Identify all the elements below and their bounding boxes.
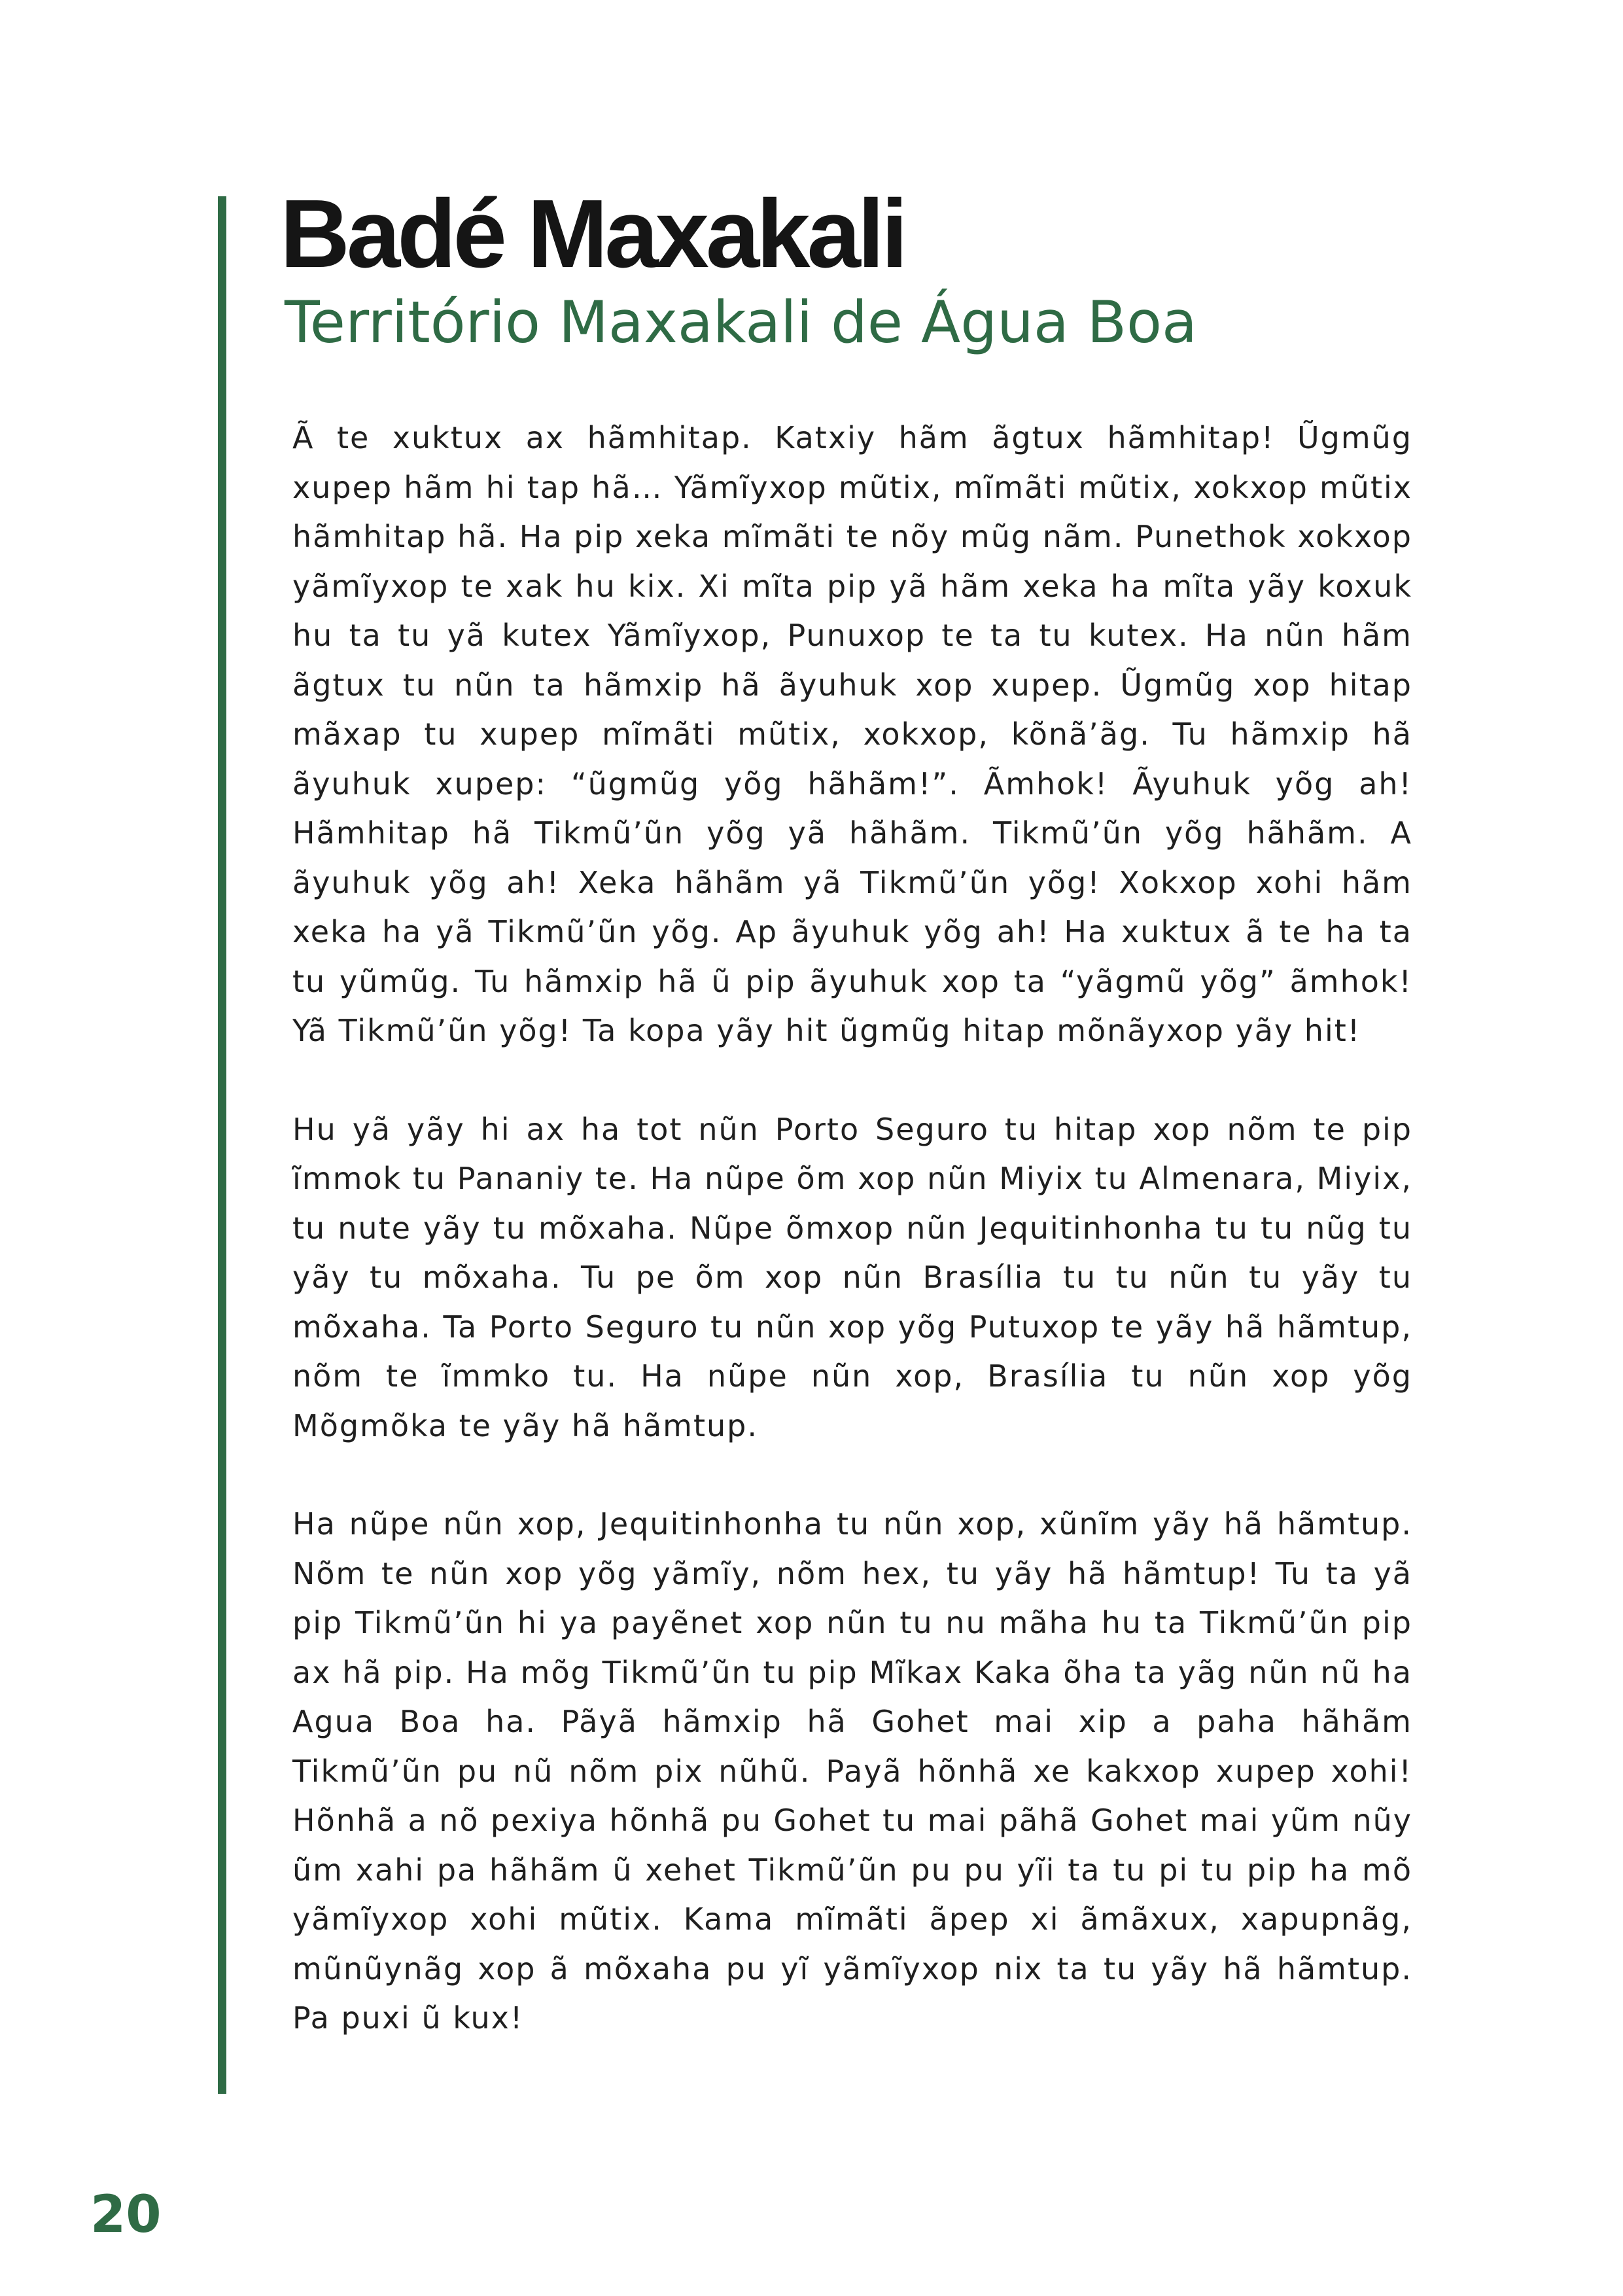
- paragraph-2: Hu yã yãy hi ax ha tot nũn Porto Seguro tu hitap xop nõm te pip ĩmmok tu Pananiy te. Ha nũpe õm xop nũn Miyix tu Almenara, Miyix, tu nute yãy tu mõxaha. Nũpe õmxop nũn Jequitinhonha tu tu nũg tu yãy tu mõxaha. Tu pe õm xop nũn Brasília tu tu nũn tu yãy tu mõxaha. Ta Porto Seguro tu nũn xop yõg Putuxop te yãy hã hãmtup, nõm te ĩmmko tu. Ha nũpe nũn xop, Brasília tu nũn xop yõg Mõgmõka te yãy hã hãmtup.: [292, 1111, 1412, 1443]
- page-number: 20: [90, 2185, 162, 2244]
- body-text: [292, 414, 1412, 2093]
- page-title: Badé Maxakali: [280, 180, 905, 288]
- paragraph-3: Ha nũpe nũn xop, Jequitinhonha tu nũn xop, xũnĩm yãy hã hãmtup. Nõm te nũn xop yõg yãmĩy, nõm hex, tu yãy hã hãmtup! Tu ta yã pip Tikmũ’ũn hi ya payẽnet xop nũn tu nu mãha hu ta Tikmũ’ũn pip ax hã pip. Ha mõg Tikmũ’ũn tu pip Mĩkax Kaka õha ta yãg nũn nũ ha Agua Boa ha. Pãyã hãmxip hã Gohet mai xip a paha hãhãm Tikmũ’ũn pu nũ nõm pix nũhũ. Payã hõnhã xe kakxop xupep xohi! Hõnhã a nõ pexiya hõnhã pu Gohet tu mai pãhã Gohet mai yũm nũy ũm xahi pa hãhãm ũ xehet Tikmũ’ũn pu pu yĩi ta tu pi tu pip ha mõ yãmĩyxop xohi mũtix. Kama mĩmãti ãpep xi ãmãxux, xapupnãg, mũnũynãg xop ã mõxaha pu yĩ yãmĩyxop nix ta tu yãy hã hãmtup. Pa puxi ũ kux!: [292, 1506, 1412, 2036]
- page-subtitle: Território Maxakali de Água Boa: [285, 289, 1197, 356]
- paragraph-1: Ã te xuktux ax hãmhitap. Katxiy hãm ãgtux hãmhitap! Ũgmũg xupep hãm hi tap hã… Yãmĩyxop mũtix, mĩmãti mũtix, xokxop mũtix hãmhitap hã. Ha pip xeka mĩmãti te nõy mũg nãm. Punethok xokxop yãmĩyxop te xak hu kix. Xi mĩta pip yã hãm xeka ha mĩta yãy koxuk hu ta tu yã kutex Yãmĩyxop, Punuxop te ta tu kutex. Ha nũn hãm ãgtux tu nũn ta hãmxip hã ãyuhuk xop xupep. Ũgmũg xop hitap mãxap tu xupep mĩmãti mũtix, xokxop, kõnã’ãg. Tu hãmxip hã ãyuhuk xupep: “ũgmũg yõg hãhãm!”. Ãmhok! Ãyuhuk yõg ah! Hãmhitap hã Tikmũ’ũn yõg yã hãhãm. Tikmũ’ũn yõg hãhãm. A ãyuhuk yõg ah! Xeka hãhãm yã Tikmũ’ũn yõg! Xokxop xohi hãm xeka ha yã Tikmũ’ũn yõg. Ap ãyuhuk yõg ah! Ha xuktux ã te ha ta tu yũmũg. Tu hãmxip hã ũ pip ãyuhuk xop ta “yãgmũ yõg” ãmhok! Yã Tikmũ’ũn yõg! Ta kopa yãy hit ũgmũg hitap mõnãyxop yãy hit!: [292, 420, 1412, 1048]
- accent-bar: [218, 196, 226, 2094]
